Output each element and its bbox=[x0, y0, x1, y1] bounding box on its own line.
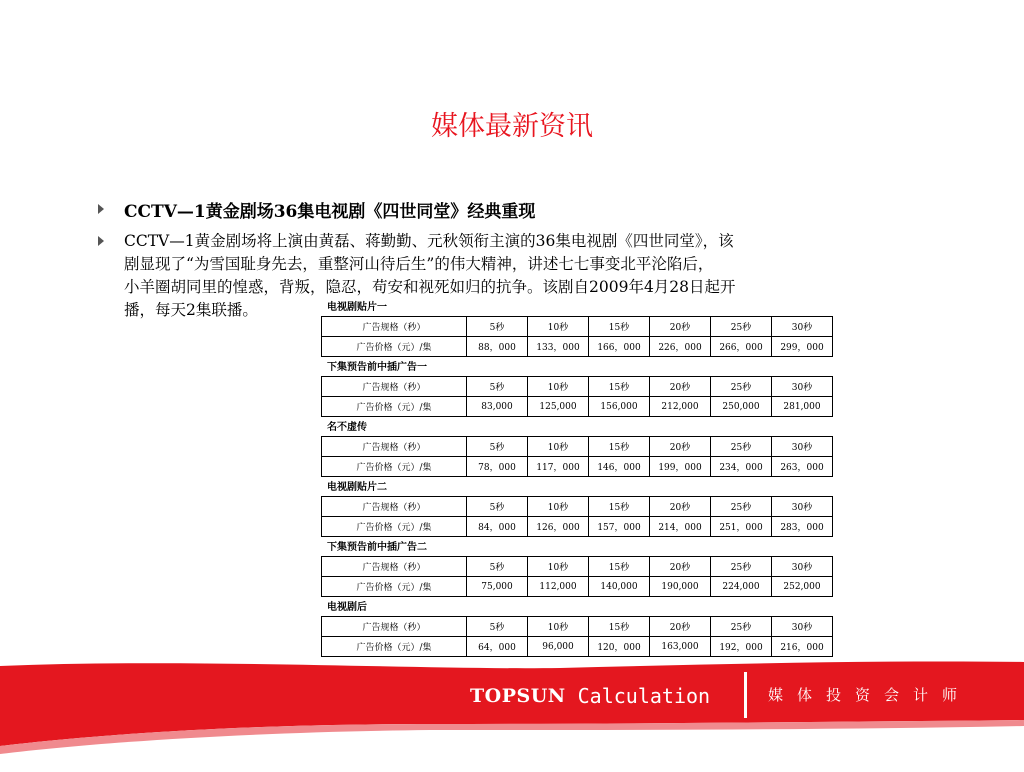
table-section-label: 电视剧贴片一 bbox=[327, 302, 387, 313]
price-cell: 156,000 bbox=[589, 397, 650, 417]
price-cell: 163,000 bbox=[650, 637, 711, 657]
duration-cell: 15秒 bbox=[589, 437, 650, 457]
bullet-arrow-icon bbox=[98, 204, 104, 214]
price-cell: 133，000 bbox=[528, 337, 589, 357]
duration-cell: 5秒 bbox=[467, 557, 528, 577]
table-row-price bbox=[322, 637, 833, 657]
table-section-label: 名不虚传 bbox=[327, 422, 367, 433]
price-cell: 88，000 bbox=[467, 337, 528, 357]
description-line-3: 小羊圈胡同里的惶惑，背叛，隐忍，苟安和视死如归的抗争。该剧自2009年4月28日起开 bbox=[124, 278, 736, 296]
price-cell: 266，000 bbox=[711, 337, 772, 357]
duration-cell: 15秒 bbox=[589, 377, 650, 397]
duration-cell: 25秒 bbox=[711, 557, 772, 577]
price-cell: 64，000 bbox=[467, 637, 528, 657]
price-cell: 126，000 bbox=[528, 517, 589, 537]
ad-price-tables bbox=[321, 297, 833, 657]
price-header-cell: 广告价格（元）/集 bbox=[322, 457, 467, 477]
table-row-price bbox=[322, 397, 833, 417]
bullet-arrow-icon bbox=[98, 236, 104, 246]
duration-cell: 20秒 bbox=[650, 497, 711, 517]
duration-cell: 25秒 bbox=[711, 617, 772, 637]
table-row-spec bbox=[322, 317, 833, 337]
price-header-cell: 广告价格（元）/集 bbox=[322, 577, 467, 597]
price-table bbox=[321, 496, 833, 537]
price-cell: 117，000 bbox=[528, 457, 589, 477]
brand-tagline: Calculation bbox=[577, 684, 711, 708]
price-cell: 283，000 bbox=[772, 517, 833, 537]
duration-cell: 30秒 bbox=[772, 617, 833, 637]
price-cell: 199，000 bbox=[650, 457, 711, 477]
duration-cell: 10秒 bbox=[528, 497, 589, 517]
footer-brand-block bbox=[470, 681, 710, 711]
table-section-label: 电视剧后 bbox=[327, 602, 367, 613]
price-cell: 75,000 bbox=[467, 577, 528, 597]
table-row-spec bbox=[322, 497, 833, 517]
price-cell: 190,000 bbox=[650, 577, 711, 597]
price-header-cell: 广告价格（元）/集 bbox=[322, 637, 467, 657]
duration-cell: 15秒 bbox=[589, 557, 650, 577]
duration-cell: 25秒 bbox=[711, 377, 772, 397]
table-section-label: 下集预告前中插广告一 bbox=[327, 362, 427, 373]
footer-banner bbox=[0, 660, 1024, 768]
price-cell: 146，000 bbox=[589, 457, 650, 477]
price-cell: 83,000 bbox=[467, 397, 528, 417]
spec-header-cell: 广告规格（秒） bbox=[322, 617, 467, 637]
price-cell: 216，000 bbox=[772, 637, 833, 657]
description-line-2: 剧显现了“为雪国耻身先去，重整河山待后生”的伟大精神，讲述七七事变北平沦陷后， bbox=[124, 255, 714, 273]
spec-header-cell: 广告规格（秒） bbox=[322, 557, 467, 577]
table-row-spec bbox=[322, 437, 833, 457]
price-cell: 224,000 bbox=[711, 577, 772, 597]
table-row-price bbox=[322, 457, 833, 477]
table-row-price bbox=[322, 577, 833, 597]
duration-cell: 30秒 bbox=[772, 317, 833, 337]
description-line-1: CCTV—1黄金剧场将上演由黄磊、蒋勤勤、元秋领衔主演的36集电视剧《四世同堂》，该 bbox=[124, 232, 734, 250]
price-cell: 166，000 bbox=[589, 337, 650, 357]
description-line-4: 播，每天2集联播。 bbox=[124, 301, 258, 319]
table-row-price bbox=[322, 337, 833, 357]
spec-header-cell: 广告规格（秒） bbox=[322, 437, 467, 457]
duration-cell: 10秒 bbox=[528, 437, 589, 457]
price-header-cell: 广告价格（元）/集 bbox=[322, 337, 467, 357]
price-cell: 299，000 bbox=[772, 337, 833, 357]
duration-cell: 30秒 bbox=[772, 437, 833, 457]
price-cell: 251，000 bbox=[711, 517, 772, 537]
slide-title: 媒体最新资讯 bbox=[431, 111, 593, 142]
duration-cell: 15秒 bbox=[589, 317, 650, 337]
duration-cell: 5秒 bbox=[467, 617, 528, 637]
duration-cell: 30秒 bbox=[772, 377, 833, 397]
duration-cell: 5秒 bbox=[467, 377, 528, 397]
price-cell: 214，000 bbox=[650, 517, 711, 537]
price-header-cell: 广告价格（元）/集 bbox=[322, 397, 467, 417]
price-table bbox=[321, 376, 833, 417]
duration-cell: 15秒 bbox=[589, 497, 650, 517]
spec-header-cell: 广告规格（秒） bbox=[322, 497, 467, 517]
duration-cell: 20秒 bbox=[650, 317, 711, 337]
duration-cell: 5秒 bbox=[467, 437, 528, 457]
price-cell: 120，000 bbox=[589, 637, 650, 657]
footer-divider bbox=[744, 672, 747, 718]
duration-cell: 20秒 bbox=[650, 437, 711, 457]
price-cell: 252,000 bbox=[772, 577, 833, 597]
duration-cell: 30秒 bbox=[772, 497, 833, 517]
spec-header-cell: 广告规格（秒） bbox=[322, 317, 467, 337]
table-row-spec bbox=[322, 377, 833, 397]
price-cell: 140,000 bbox=[589, 577, 650, 597]
duration-cell: 10秒 bbox=[528, 617, 589, 637]
price-header-cell: 广告价格（元）/集 bbox=[322, 517, 467, 537]
duration-cell: 25秒 bbox=[711, 497, 772, 517]
duration-cell: 30秒 bbox=[772, 557, 833, 577]
price-cell: 157，000 bbox=[589, 517, 650, 537]
price-cell: 226，000 bbox=[650, 337, 711, 357]
price-cell: 84，000 bbox=[467, 517, 528, 537]
price-cell: 281,000 bbox=[772, 397, 833, 417]
price-cell: 125,000 bbox=[528, 397, 589, 417]
price-cell: 234，000 bbox=[711, 457, 772, 477]
banner-shape bbox=[0, 660, 1024, 768]
price-cell: 250,000 bbox=[711, 397, 772, 417]
duration-cell: 20秒 bbox=[650, 617, 711, 637]
price-cell: 192，000 bbox=[711, 637, 772, 657]
price-cell: 96,000 bbox=[528, 637, 589, 657]
headline-text: CCTV—1黄金剧场36集电视剧《四世同堂》经典重现 bbox=[124, 202, 536, 222]
price-table bbox=[321, 616, 833, 657]
price-cell: 263，000 bbox=[772, 457, 833, 477]
price-table bbox=[321, 436, 833, 477]
company-name-cn: 媒体投资会计师 bbox=[768, 686, 972, 704]
price-table bbox=[321, 556, 833, 597]
duration-cell: 10秒 bbox=[528, 557, 589, 577]
duration-cell: 10秒 bbox=[528, 317, 589, 337]
duration-cell: 5秒 bbox=[467, 497, 528, 517]
price-cell: 212,000 bbox=[650, 397, 711, 417]
duration-cell: 10秒 bbox=[528, 377, 589, 397]
price-cell: 78，000 bbox=[467, 457, 528, 477]
table-section-label: 下集预告前中插广告二 bbox=[327, 542, 427, 553]
price-cell: 112,000 bbox=[528, 577, 589, 597]
duration-cell: 25秒 bbox=[711, 437, 772, 457]
bullet-headline bbox=[96, 198, 896, 226]
table-section-label: 电视剧贴片二 bbox=[327, 482, 387, 493]
duration-cell: 5秒 bbox=[467, 317, 528, 337]
price-table bbox=[321, 316, 833, 357]
duration-cell: 20秒 bbox=[650, 377, 711, 397]
duration-cell: 20秒 bbox=[650, 557, 711, 577]
table-row-spec bbox=[322, 617, 833, 637]
table-row-price bbox=[322, 517, 833, 537]
duration-cell: 25秒 bbox=[711, 317, 772, 337]
duration-cell: 15秒 bbox=[589, 617, 650, 637]
spec-header-cell: 广告规格（秒） bbox=[322, 377, 467, 397]
table-row-spec bbox=[322, 557, 833, 577]
brand-logo: TOPSUN bbox=[470, 685, 566, 707]
